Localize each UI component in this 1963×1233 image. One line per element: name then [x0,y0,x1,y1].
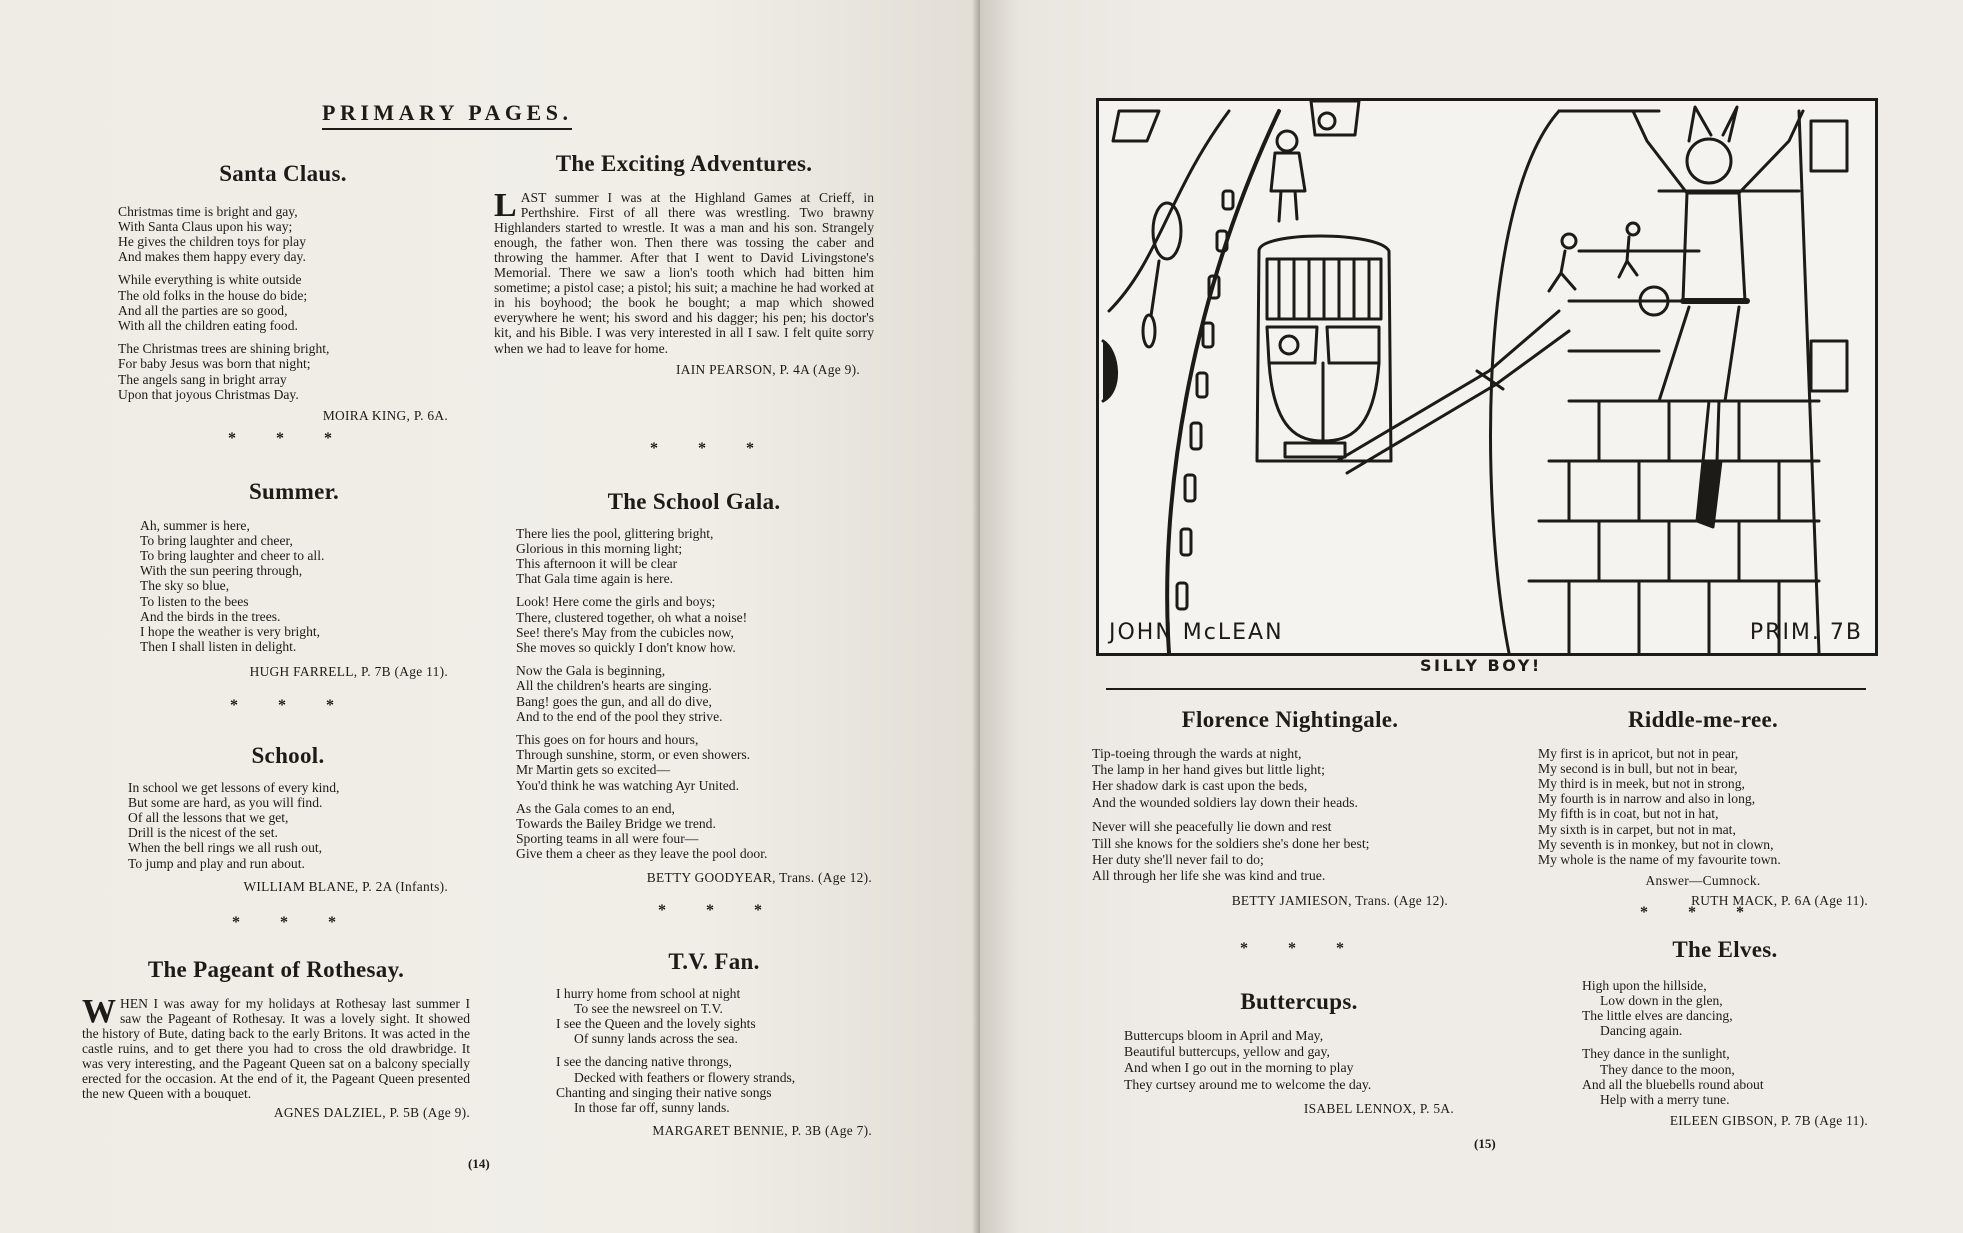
poem-lines [1538,746,1868,868]
poem-tv-fan [556,948,872,1139]
poem-line: He gives the children toys for play [118,234,306,249]
poem-line: My second is in bull, but not in bear, [1538,760,1738,776]
poem-line: Look! Here come the girls and boys; [516,594,716,610]
poem-title: Santa Claus. [219,161,347,186]
poem-line: The little elves are dancing, [1582,1008,1733,1023]
poem-line: Low down in the glen, [1600,992,1723,1008]
poem-line: The sky so blue, [140,578,230,594]
poem-line: Of sunny lands across the sea. [574,1031,738,1047]
poem-line: To bring laughter and cheer, [140,532,293,548]
poem-lines [516,526,872,862]
poem-lines [556,986,872,1116]
poem-line: For baby Jesus was born that night; [118,356,311,372]
story-title: The Exciting Adventures. [555,151,813,176]
separator-stars: * * * [228,430,350,447]
stanza-gap [1582,1038,1868,1046]
poem-author: BETTY JAMIESON, Trans. (Age 12). [1231,892,1448,908]
poem-line: I hurry home from school at night [556,985,741,1001]
poem-lines [1124,1028,1474,1094]
poem-school-gala [516,488,872,886]
poem-line: To jump and play and run about. [128,855,305,871]
left-page [0,0,980,1233]
poem-line: Buttercups bloom in April and May, [1124,1027,1324,1043]
poem-line: They curtsey around me to welcome the day. [1124,1076,1372,1092]
poem-title: Buttercups. [1240,989,1358,1014]
poem-line: With the sun peering through, [140,563,303,579]
story-pageant-of-rothesay [82,956,470,1121]
poem-line: I hope the weather is very bright, [140,624,321,640]
separator-stars: * * * [658,902,780,919]
poem-line: And all the bluebells round about [1582,1076,1764,1092]
class-label: PRIM. 7B [1749,620,1863,645]
poem-author: EILEEN GIBSON, P. 7B (Age 11). [1669,1113,1868,1129]
poem-author: HUGH FARRELL, P. 7B (Age 11). [249,664,448,680]
horizontal-rule [1106,688,1866,690]
poem-author: BETTY GOODYEAR, Trans. (Age 12). [646,869,872,885]
poem-line: And makes them happy every day. [118,249,306,265]
poem-line: My seventh is in monkey, but not in clown, [1538,836,1774,852]
poem-line: You'd think he was watching Ayr United. [516,777,739,793]
poem-line: To listen to the bees [140,593,249,609]
cartoon-caption: SILLY BOY! [1420,656,1542,675]
poem-line: The lamp in her hand gives but little light; [1092,762,1325,777]
poem-title: T.V. Fan. [668,949,760,974]
poem-line: In those far off, sunny lands. [574,1100,730,1116]
poem-title: The School Gala. [607,489,781,514]
poem-line: While everything is white outside [118,272,302,288]
poem-line: High upon the hillside, [1582,977,1707,993]
poem-lines [128,780,448,871]
poem-line: See! there's May from the cubicles now, [516,624,734,640]
stanza-gap [516,793,872,801]
poem-line: Never will she peacefully lie down and rest [1092,819,1332,835]
artist-label: JOHN McLEAN [1109,620,1284,645]
story-title: The Pageant of Rothesay. [147,957,405,982]
poem-line: Decked with feathers or flowery strands, [574,1069,796,1085]
poem-line: Ah, summer is here, [140,517,250,533]
poem-author: ISABEL LENNOX, P. 5A. [1303,1101,1454,1117]
page-number: (14) [468,1156,490,1171]
poem-line: Towards the Bailey Bridge we trend. [516,816,716,832]
poem-the-elves [1582,936,1868,1129]
poem-line: My sixth is in carpet, but not in mat, [1538,821,1736,837]
poem-title: Riddle-me-ree. [1627,707,1779,732]
poem-line: Give them a cheer as they leave the pool door. [516,846,768,862]
page-header: PRIMARY PAGES. [322,100,572,130]
poem-line: All through her life she was kind and true. [1092,868,1326,884]
poem-line: As the Gala comes to an end, [516,800,675,816]
poem-line: This afternoon it will be clear [516,556,678,571]
poem-line: The Christmas trees are shining bright, [118,341,330,357]
poem-line: In school we get lessons of every kind, [128,779,340,795]
poem-title: Florence Nightingale. [1181,707,1399,732]
poem-line: That Gala time again is here. [516,571,674,587]
stanza-gap [516,586,872,594]
poem-line: Through sunshine, storm, or even showers. [516,747,751,763]
separator-stars: * * * [232,914,354,931]
poem-line: And the wounded soldiers lay down their heads. [1092,794,1358,810]
poem-line: And the birds in the trees. [140,608,281,624]
poem-line: When the bell rings we all rush out, [128,840,323,856]
poem-line: Her shadow dark is cast upon the beds, [1092,778,1308,794]
poem-title: Summer. [248,479,340,504]
poem-author: MARGARET BENNIE, P. 3B (Age 7). [652,1123,872,1139]
poem-line: All the children's hearts are singing. [516,678,712,694]
poem-buttercups [1124,988,1474,1117]
poem-line: And all the parties are so good, [118,302,288,318]
poem-line: My fifth is in coat, but not in hat, [1538,806,1719,822]
drop-cap: W [82,992,116,1030]
poem-line: Mr Martin gets so excited— [516,762,671,778]
poem-line: Now the Gala is beginning, [516,663,666,679]
poem-line: Sporting teams in all were four— [516,831,699,847]
poem-line: Chanting and singing their native songs [556,1084,772,1100]
stanza-gap [516,724,872,732]
poem-line: With all the children eating food. [118,318,298,334]
poem-author: WILLIAM BLANE, P. 2A (Infants). [243,878,448,894]
cartoon-illustration [1096,98,1878,656]
poem-line: Christmas time is bright and gay, [118,203,298,219]
poem-line: There lies the pool, glittering bright, [516,525,714,541]
stanza-gap [1092,811,1488,819]
poem-line: The angels sang in bright array [118,371,287,387]
poem-line: Her duty she'll never fail to do; [1092,852,1264,868]
poem-line: And to the end of the pool they strive. [516,708,723,724]
poem-line: Then I shall listen in delight. [140,639,297,655]
poem-riddle-me-ree [1538,706,1868,909]
poem-line: To bring laughter and cheer to all. [140,548,325,563]
poem-line: Drill is the nicest of the set. [128,825,278,841]
poem-line: I see the dancing native throngs, [556,1054,732,1070]
poem-author: RUTH MACK, P. 6A (Age 11). [1691,893,1868,909]
poem-line: They dance to the moon, [1600,1061,1735,1077]
riddle-answer: Answer—Cumnock. [1645,873,1761,889]
poem-lines [1582,978,1868,1108]
separator-stars: * * * [1640,904,1762,921]
poem-line: There, clustered together, oh what a noise! [516,609,748,625]
poem-line: Till she knows for the soldiers she's done her best; [1092,835,1370,851]
poem-line: Dancing again. [1600,1023,1683,1039]
stanza-gap [556,1046,872,1054]
poem-lines [140,518,448,655]
poem-line: My first is in apricot, but not in pear, [1538,745,1739,761]
page-number: (15) [1474,1136,1496,1151]
poem-santa-claus [118,160,448,424]
separator-stars: * * * [650,440,772,457]
poem-line: But some are hard, as you will find. [128,794,323,810]
poem-lines [118,204,448,402]
poem-line: Upon that joyous Christmas Day. [118,386,299,402]
story-author: IAIN PEARSON, P. 4A (Age 9). [676,361,860,377]
poem-florence-nightingale [1092,706,1488,909]
story-text: LAST summer I was at the Highland Games at Crieff, in Perthshire. First of all there was wrestling. Two brawny Highlanders started to wrestle. It was a man and his son. Strangely enough, the father won. Then there was tossing the caber and throwing the hammer. After that I went to David Livingstone's Memorial. There we saw a lion's tooth which had bitten him sometime; a pistol case; a pistol; his suit; a machine he had worked at in his boyhood; the book he bought; a map which showed everywhere he went; his sword and his dagger; his pen; his doctor's kit, and his Bible. I was very interested in all I saw. I felt quite sorry when we had to leave for home. [494,186,874,356]
separator-stars: * * * [1240,940,1362,957]
poem-line: Glorious in this morning light; [516,540,683,556]
separator-stars: * * * [230,697,352,714]
poem-line: My third is in meek, but not in strong, [1538,776,1745,791]
poem-line: To see the newsreel on T.V. [574,1000,723,1016]
story-exciting-adventures [494,150,874,378]
poem-title: The Elves. [1672,937,1778,962]
story-text: WHEN I was away for my holidays at Rothesay last summer I saw the Pageant of Rothesay. It was a lovely sight. It showed the history of Bute, dating back to the early Britons. It was acted in the castle ruins, and to get there you had to cross the old drawbridge. It was very interesting, and the Pageant Queen sat on a balcony specially erected for the occasion. At the end of it, the Pageant Queen presented the new Queen with a bouquet. [82,992,470,1102]
poem-line: My whole is the name of my favourite town. [1538,852,1781,868]
poem-line: My fourth is in narrow and also in long, [1538,791,1756,807]
poem-line: Help with a merry tune. [1600,1092,1730,1108]
poem-line: Beautiful buttercups, yellow and gay, [1124,1044,1331,1059]
stanza-gap [118,264,448,272]
poem-line: Bang! goes the gun, and all do dive, [516,693,712,709]
poem-lines [1092,746,1488,885]
poem-line: They dance in the sunlight, [1582,1046,1730,1062]
poem-summer [140,478,448,680]
poem-line: I see the Queen and the lovely sights [556,1016,756,1031]
poem-line: And when I go out in the morning to play [1124,1060,1354,1076]
poem-line: Tip-toeing through the wards at night, [1092,745,1302,761]
stanza-gap [118,333,448,341]
poem-title: School. [251,743,325,768]
poem-line: She moves so quickly I don't know how. [516,640,736,656]
poem-line: The old folks in the house do bide; [118,287,308,303]
poem-line: Of all the lessons that we get, [128,810,289,825]
poem-school [128,742,448,895]
poem-line: With Santa Claus upon his way; [118,218,293,234]
poem-author: MOIRA KING, P. 6A. [322,408,448,424]
stanza-gap [516,655,872,663]
cartoon-drawing [1099,101,1875,653]
story-author: AGNES DALZIEL, P. 5B (Age 9). [273,1105,470,1121]
drop-cap: L [494,186,517,224]
poem-line: This goes on for hours and hours, [516,732,699,748]
